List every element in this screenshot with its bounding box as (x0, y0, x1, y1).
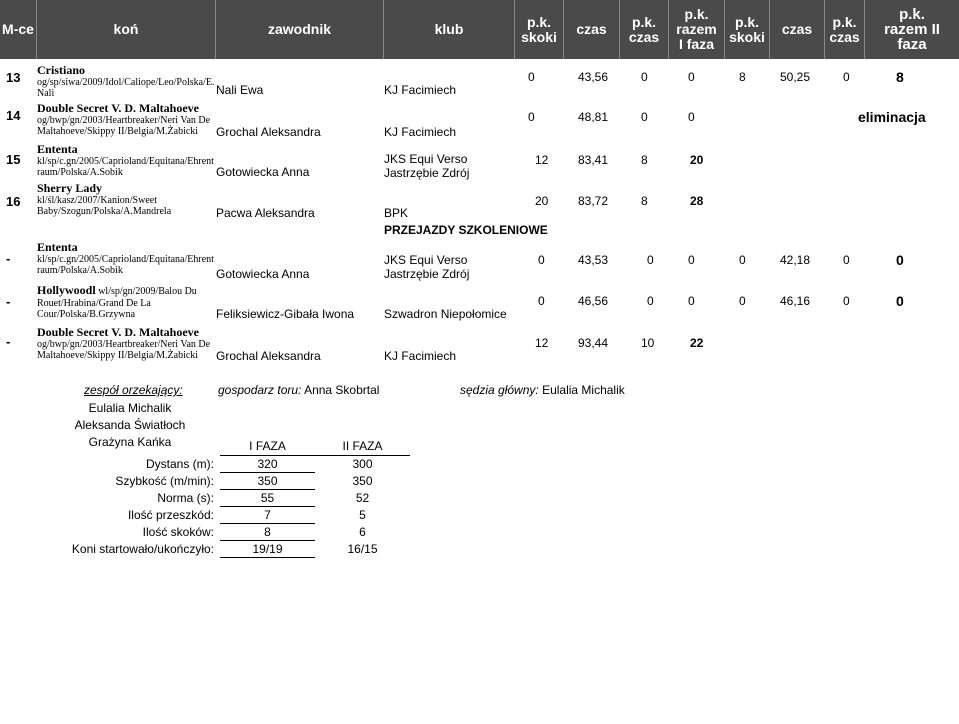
horse-pedigree: raum/Polska/A.Sobik (37, 265, 123, 276)
horse-pedigree: Nali (37, 88, 55, 99)
time-1: 43,56 (578, 70, 609, 84)
total-1: 0 (688, 70, 695, 84)
header-rider: zawodnik (216, 0, 384, 59)
time-faults-1: 0 (647, 294, 654, 308)
stats-row (25, 506, 410, 523)
stat-phase-2: 16/15 (347, 541, 378, 556)
horse-pedigree: Rouet/Hrabina/Grand De La (37, 298, 151, 309)
jury-label: zespół orzekający: (84, 383, 183, 397)
rider: Gotowiecka Anna (216, 267, 310, 281)
stat-phase-1: 8 (220, 523, 315, 540)
time-faults-2: 0 (843, 294, 850, 308)
rider: Nali Ewa (216, 83, 264, 97)
header-horse: koń (37, 0, 216, 59)
stats-row (25, 455, 410, 472)
horse-pedigree: og/bwp/gn/2003/Heartbreaker/Neri Van De (37, 115, 211, 126)
horse-pedigree: kl/sp/c.gn/2005/Caprioland/Equitana/Ehrent (37, 254, 214, 265)
rider: Grochal Aleksandra (216, 125, 321, 139)
club (384, 253, 469, 281)
time-1: 93,44 (578, 336, 609, 350)
time-faults-2: 0 (843, 70, 850, 84)
time-2: 46,16 (780, 294, 811, 308)
jury-member: Eulalia Michalik (88, 401, 172, 415)
club-line: Jastrzębie Zdrój (384, 267, 470, 281)
place: 14 (6, 108, 21, 123)
head-judge-label: sędzia główny: (460, 383, 539, 397)
stat-phase-2: 300 (352, 456, 373, 471)
stat-label: Ilość skoków: (142, 524, 214, 539)
horse-cell (37, 102, 210, 137)
jumps-1: 0 (538, 294, 545, 308)
header-razem-1: p.k. razem I faza (669, 0, 725, 59)
table-header (0, 0, 959, 59)
jumps-1: 0 (528, 70, 535, 84)
header-club: klub (384, 0, 515, 59)
total-1: 22 (690, 336, 704, 350)
stats-row (25, 489, 410, 506)
place: 15 (6, 152, 21, 167)
horse-pedigree: Maltahoeve/Skippy II/Belgia/M.Żabicki (37, 126, 199, 137)
horse-cell (37, 326, 210, 361)
horse-cell (37, 241, 214, 276)
section-training-rounds: PRZEJAZDY SZKOLENIOWE (384, 223, 548, 237)
total-2: 8 (896, 69, 904, 85)
stats-header-row (25, 438, 410, 455)
rider: Grochal Aleksandra (216, 349, 321, 363)
header-pk-czas-1: p.k. czas (620, 0, 669, 59)
jumps-2: 0 (739, 294, 746, 308)
time-faults-1: 8 (641, 153, 648, 167)
club: Szwadron Niepołomice (384, 307, 507, 321)
time-faults-1: 10 (641, 336, 655, 350)
horse-name-text: Hollywoodl (37, 283, 96, 297)
rider: Pacwa Aleksandra (216, 206, 315, 220)
header-pk-czas-2: p.k. czas (825, 0, 865, 59)
club: KJ Facimiech (384, 125, 457, 139)
jumps-2: 8 (739, 70, 746, 84)
course-designer (218, 383, 379, 397)
horse-name: Cristiano (37, 63, 85, 77)
stat-label: Koni startowało/ukończyło: (71, 541, 214, 556)
place: 16 (6, 194, 21, 209)
jumps-1: 20 (535, 194, 549, 208)
horse-pedigree: wl/sp/gn/2009/Balou Du (95, 286, 197, 297)
total-2: 0 (896, 293, 904, 309)
rider: Feliksiewicz-Gibała Iwona (216, 307, 355, 321)
stat-phase-2: 350 (352, 473, 373, 488)
total-1: 0 (688, 253, 695, 267)
stats-row (25, 523, 410, 540)
stats-row (25, 472, 410, 489)
horse-pedigree: Cour/Polska/B.Grzywna (37, 309, 136, 320)
horse-pedigree: raum/Polska/A.Sobik (37, 167, 123, 178)
stat-label: Dystans (m): (145, 456, 214, 471)
time-2: 42,18 (780, 253, 811, 267)
horse-name (37, 284, 197, 298)
horse-pedigree: Maltahoeve/Skippy II/Belgia/M.Żabicki (37, 350, 199, 361)
phase-1-label: I FAZA (220, 438, 315, 455)
horse-pedigree: og/sp/siwa/2009/Idol/Caliope/Leo/Polska/E. (37, 77, 215, 88)
time-1: 83,41 (578, 153, 609, 167)
header-razem-2: p.k. razem II faza (884, 6, 940, 53)
horse-pedigree: og/bwp/gn/2003/Heartbreaker/Neri Van De (37, 339, 211, 350)
jury-member: Aleksanda Światłoch (74, 418, 186, 432)
time-1: 46,56 (578, 294, 609, 308)
time-1: 83,72 (578, 194, 609, 208)
time-faults-1: 0 (641, 110, 648, 124)
total-2: 0 (896, 252, 904, 268)
time-2: 50,25 (780, 70, 811, 84)
place: - (6, 334, 11, 349)
time-faults-1: 0 (647, 253, 654, 267)
stat-label: Ilość przeszkód: (127, 507, 214, 522)
total-1: 0 (688, 110, 695, 124)
stat-phase-1: 55 (220, 489, 315, 506)
place: - (6, 251, 11, 266)
head-judge-name: Eulalia Michalik (542, 383, 625, 397)
stat-phase-1: 7 (220, 506, 315, 523)
horse-name: Double Secret V. D. Maltahoeve (37, 101, 199, 115)
stat-label: Norma (s): (157, 490, 214, 505)
horse-pedigree: Baby/Szogun/Polska/A.Mandrela (37, 206, 172, 217)
stat-phase-1: 19/19 (220, 540, 315, 557)
header-skoki-1: p.k. skoki (515, 0, 564, 59)
stat-phase-2: 6 (359, 524, 366, 539)
jumps-1: 12 (535, 336, 549, 350)
club: BPK (384, 206, 409, 220)
time-faults-1: 0 (641, 70, 648, 84)
jury-member: Grażyna Kańka (88, 435, 172, 449)
horse-cell (37, 143, 214, 178)
rider: Gotowiecka Anna (216, 165, 310, 179)
phase-2-label: II FAZA (315, 438, 410, 455)
jumps-1: 12 (535, 153, 549, 167)
horse-name: Sherry Lady (37, 181, 103, 195)
time-faults-2: 0 (843, 253, 850, 267)
time-faults-1: 8 (641, 194, 648, 208)
header-skoki-2: p.k. skoki (725, 0, 770, 59)
place: - (6, 294, 11, 309)
head-judge (460, 383, 625, 397)
course-designer-label: gospodarz toru: (218, 383, 302, 397)
header-czas-1: czas (564, 0, 620, 59)
course-stats-table (25, 438, 410, 558)
time-1: 43,53 (578, 253, 609, 267)
jumps-1: 0 (528, 110, 535, 124)
horse-cell (37, 284, 197, 320)
course-designer-name: Anna Skobrtal (304, 383, 380, 397)
horse-cell (37, 182, 171, 217)
stat-phase-2: 52 (355, 490, 370, 505)
club: KJ Facimiech (384, 349, 457, 363)
header-czas-2: czas (770, 0, 825, 59)
elimination-label: eliminacja (858, 109, 926, 125)
time-1: 48,81 (578, 110, 609, 124)
horse-name: Ententa (37, 142, 78, 156)
club-line: JKS Equi Verso (384, 253, 468, 267)
club-line: JKS Equi Verso (384, 152, 468, 166)
place: 13 (6, 70, 21, 85)
total-1: 28 (690, 194, 704, 208)
stat-phase-1: 320 (220, 455, 315, 472)
stat-phase-2: 5 (359, 507, 366, 522)
jumps-2: 0 (739, 253, 746, 267)
stat-label: Szybkość (m/min): (115, 473, 214, 488)
stats-row (25, 540, 410, 557)
horse-pedigree: kl/sp/c.gn/2005/Caprioland/Equitana/Ehrent (37, 156, 214, 167)
header-place: M-ce (0, 0, 37, 59)
total-1: 0 (688, 294, 695, 308)
club (384, 152, 469, 180)
horse-cell (37, 64, 215, 99)
horse-pedigree: kl/śl/kasz/2007/Kanion/Sweet (37, 195, 157, 206)
club: KJ Facimiech (384, 83, 457, 97)
jumps-1: 0 (538, 253, 545, 267)
stat-phase-1: 350 (220, 472, 315, 489)
horse-name: Double Secret V. D. Maltahoeve (37, 325, 199, 339)
total-1: 20 (690, 153, 704, 167)
club-line: Jastrzębie Zdrój (384, 166, 470, 180)
horse-name: Ententa (37, 240, 78, 254)
